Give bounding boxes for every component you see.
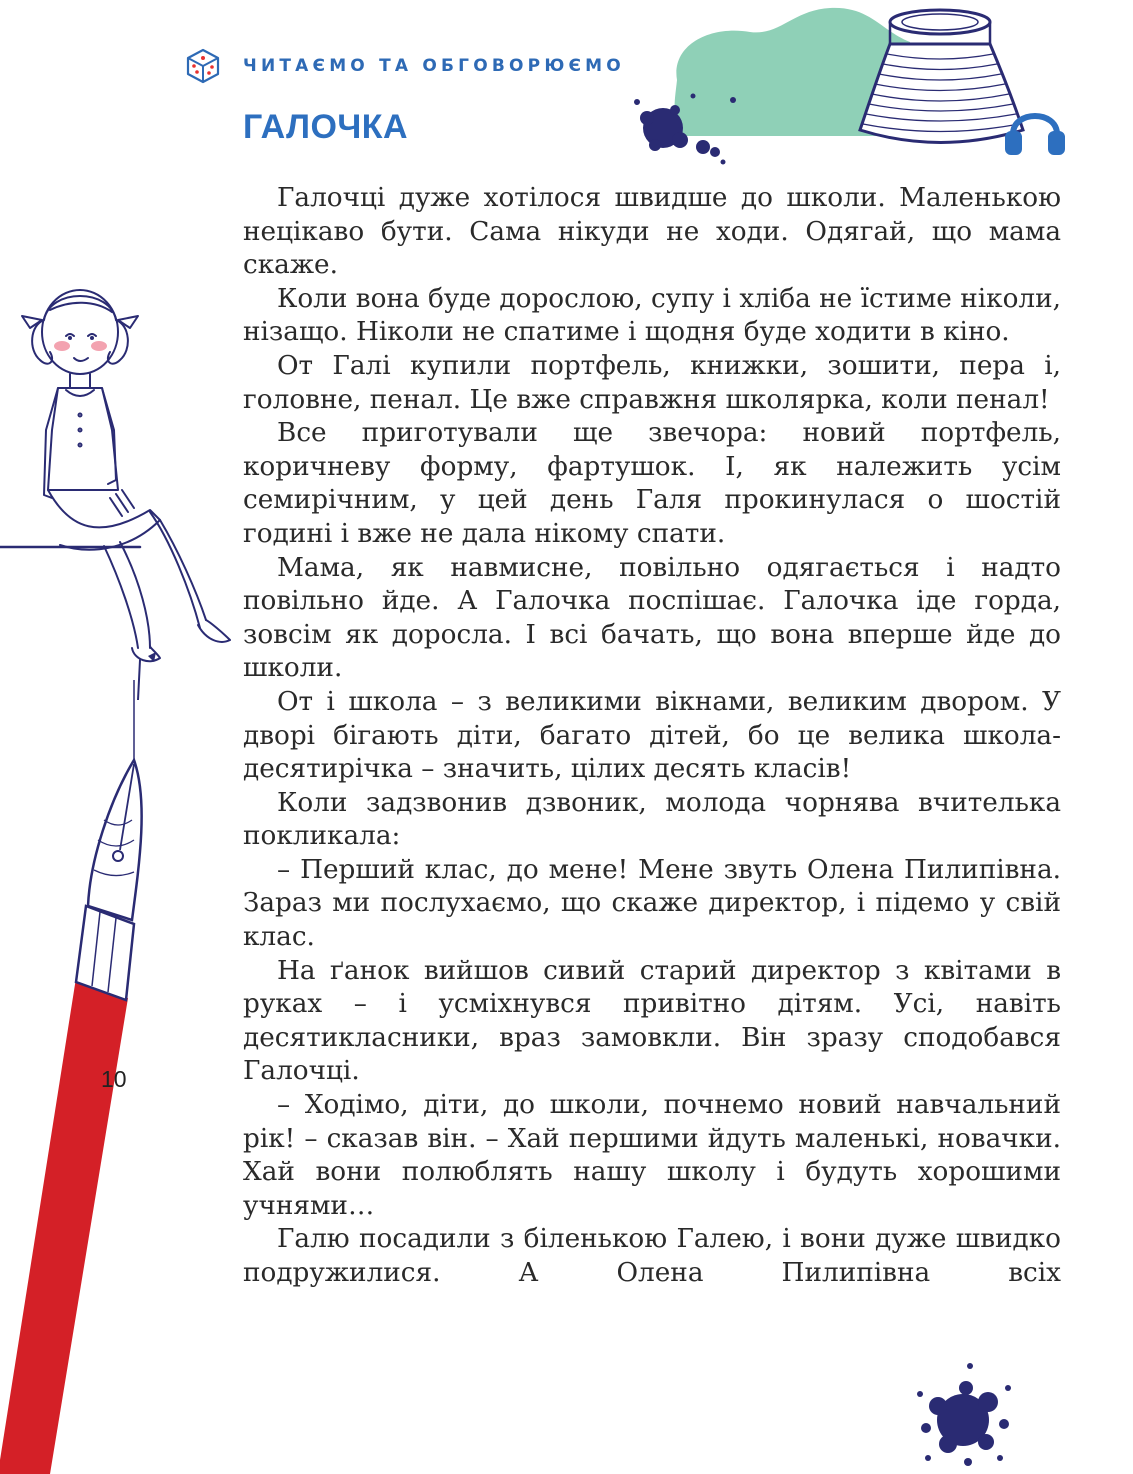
paragraph: Все приготували ще звечора: новий портфель, коричневу форму, фартушок. І, як належить усім семирічним, у цей день Галя прокинулася о шостій годині і вже не дала нікому спати.: [243, 418, 1061, 549]
girl-sitting-illustration: [0, 280, 240, 700]
paragraph: От і школа – з великими вікнами, великим двором. У дворі бігають діти, багато дітей, бо це велика школа-десятирічка – значить, цілих десять класів!: [243, 686, 1061, 785]
page-number: 10: [101, 1066, 127, 1092]
section-header: [185, 48, 625, 84]
paragraph: Коли задзвонив дзвоник, молода чорнява вчителька покликала:: [243, 787, 1061, 852]
inkwell-illustration: [625, 0, 1105, 200]
paragraph: – Перший клас, до мене! Мене звуть Олена Пилипівна. Зараз ми послухаємо, що скаже директор, і підемо у свій клас.: [243, 854, 1061, 953]
paragraph: От Галі купили портфель, книжки, зошити, пера і, головне, пенал. Це вже справжня школярка, коли пенал!: [243, 350, 1061, 415]
ink-splat-illustration: [908, 1358, 1018, 1474]
story-text: [243, 182, 1061, 1291]
paragraph: Галочці дуже хотілося швидше до школи. Маленькою нецікаво бути. Сама нікуди не ходи. Одягай, що мама скаже.: [243, 183, 1061, 281]
story-title: ГАЛОЧКА: [243, 108, 409, 146]
paragraph: – Ходімо, діти, до школи, почнемо новий навчальний рік! – сказав він. – Хай першими йдуть маленькі, новачки. Хай вони полюблять нашу школу і будуть хорошими учнями…: [243, 1090, 1061, 1221]
paragraph: Мама, як навмисне, повільно одягається і надто повільно йде. А Галочка поспішає. Галочка іде горда, зовсім як доросла. І всі бачать, що вона вперше йде до школи.: [243, 552, 1061, 684]
paragraph: Галю посадили з біленькою Галею, і вони дуже швидко подружилися. А Олена Пилипівна всіх: [243, 1224, 1061, 1288]
paragraph: Коли вона буде дорослою, супу і хліба не їстиме ніколи, нізащо. Ніколи не спатиме і щодня буде ходити в кіно.: [243, 283, 1061, 348]
headphones-icon[interactable]: [1008, 116, 1062, 152]
paragraph: На ґанок вийшов сивий старий директор з квітами в руках – і усміхнувся привітно дітям. Усі, навіть десятикласники, враз замовкли. Він зразу сподобався Галочці.: [243, 955, 1061, 1087]
dice-icon: [185, 48, 221, 84]
section-label: ЧИТАЄМО ТА ОБГОВОРЮЄМО: [243, 56, 625, 76]
fountain-pen-illustration: [0, 680, 180, 1474]
